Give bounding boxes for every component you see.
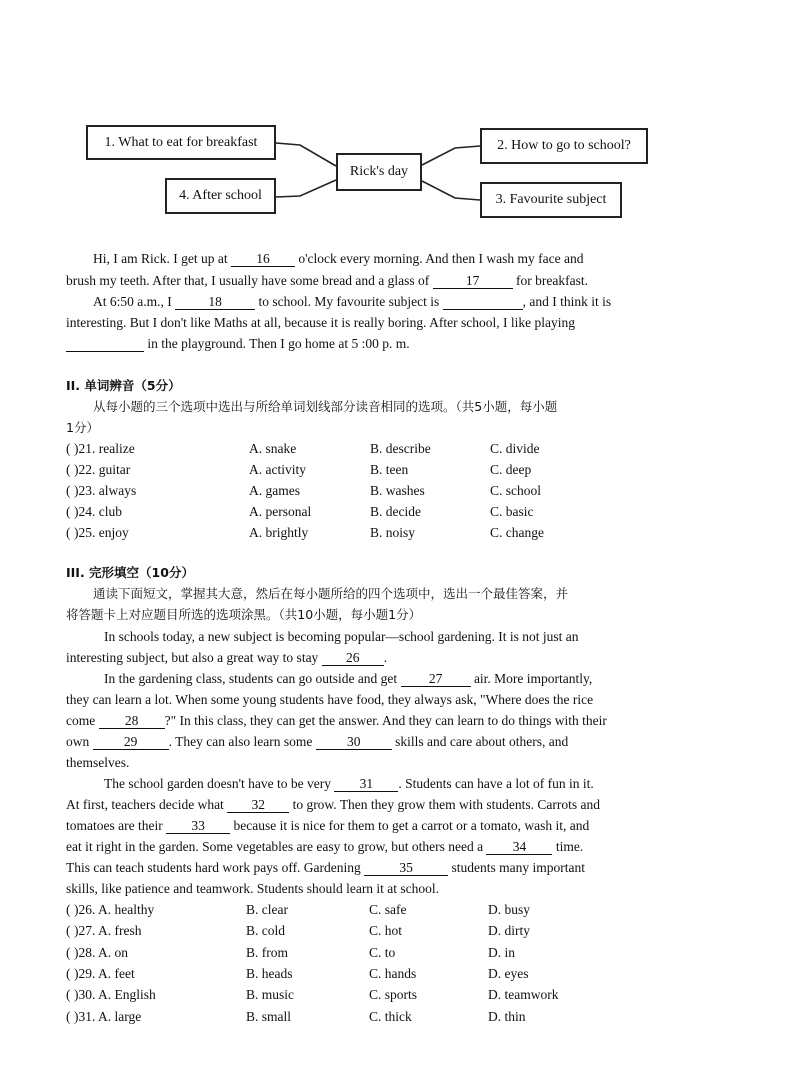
cloze-line3: In the gardening class, students can go outside and get 27 air. More importantly, bbox=[104, 671, 593, 686]
blank-32[interactable]: 32 bbox=[227, 797, 289, 813]
cloze-line7: themselves. bbox=[66, 755, 130, 770]
option-d[interactable]: D. busy bbox=[488, 902, 531, 917]
passage1-line4: interesting. But I don't like Maths at all, because it is really boring. After school, I like playing bbox=[66, 315, 575, 330]
option-a[interactable]: A. brightly bbox=[249, 525, 309, 540]
cloze-line10: tomatoes are their 33 because it is nice for them to get a carrot or a tomato, wash it, and bbox=[66, 818, 590, 833]
question-option-a[interactable]: )26. A. healthy bbox=[74, 902, 155, 917]
blank-31[interactable]: 31 bbox=[334, 776, 398, 792]
question-option-a[interactable]: )30. A. English bbox=[74, 987, 156, 1003]
option-b[interactable]: B. describe bbox=[370, 441, 431, 456]
cloze-line1: In schools today, a new subject is becoming popular—school gardening. It is not just an bbox=[104, 629, 579, 644]
option-b[interactable]: B. clear bbox=[246, 902, 288, 917]
cloze-line4: they can learn a lot. When some young students have food, they always ask, "Where does the rice bbox=[66, 692, 594, 707]
passage1-line3: At 6:50 a.m., I 18 to school. My favourite subject is , and I think it is bbox=[93, 294, 612, 309]
cloze-line12: This can teach students hard work pays off. Gardening 35 students many important bbox=[66, 860, 586, 875]
answer-bracket[interactable]: ( bbox=[66, 944, 71, 960]
mindmap-box-breakfast: 1. What to eat for breakfast bbox=[86, 125, 276, 160]
option-c[interactable]: C. deep bbox=[490, 462, 532, 477]
option-c[interactable]: C. safe bbox=[369, 902, 407, 917]
option-c[interactable]: C. basic bbox=[490, 504, 534, 519]
blank-16[interactable]: 16 bbox=[231, 251, 295, 267]
section3-title: III. 完形填空（10分） bbox=[66, 565, 194, 580]
option-c[interactable]: C. thick bbox=[369, 1008, 412, 1024]
question-option-a[interactable]: )31. A. large bbox=[74, 1008, 142, 1024]
option-c[interactable]: C. change bbox=[490, 525, 544, 540]
option-b[interactable]: B. music bbox=[246, 987, 295, 1003]
blank-30[interactable]: 30 bbox=[316, 734, 392, 750]
cloze-line9: At first, teachers decide what 32 to grow. Then they grow them with students. Carrots and bbox=[66, 797, 601, 812]
option-b[interactable]: B. from bbox=[246, 944, 288, 960]
option-c[interactable]: C. hands bbox=[369, 965, 417, 981]
blank-33[interactable]: 33 bbox=[166, 818, 230, 834]
question-word: )25. enjoy bbox=[74, 525, 129, 540]
question-option-a[interactable]: )28. A. on bbox=[74, 944, 128, 960]
question-option-a[interactable]: )27. A. fresh bbox=[74, 923, 142, 939]
mindmap-box-after-school: 4. After school bbox=[165, 178, 276, 214]
blank-17[interactable]: 17 bbox=[433, 273, 513, 289]
cloze-line5: come 28 ?" In this class, they can get the answer. And they can learn to do things with their bbox=[66, 713, 607, 728]
option-b[interactable]: B. cold bbox=[246, 923, 285, 939]
option-d[interactable]: D. dirty bbox=[488, 923, 530, 939]
option-a[interactable]: A. personal bbox=[249, 504, 312, 519]
option-a[interactable]: A. snake bbox=[249, 441, 297, 456]
mindmap-box-favourite-subject: 3. Favourite subject bbox=[480, 182, 622, 218]
mindmap-connectors bbox=[0, 0, 794, 240]
answer-bracket[interactable]: ( bbox=[66, 965, 71, 981]
answer-bracket[interactable]: ( bbox=[66, 902, 71, 917]
blank-27[interactable]: 27 bbox=[401, 671, 471, 687]
blank-20[interactable] bbox=[66, 336, 144, 352]
option-a[interactable]: A. activity bbox=[249, 462, 306, 477]
question-option-a[interactable]: )29. A. feet bbox=[74, 965, 135, 981]
mindmap-box-go-to-school: 2. How to go to school? bbox=[480, 128, 648, 164]
cloze-line2: interesting subject, but also a great way to stay 26 . bbox=[66, 650, 388, 665]
cloze-line6: own 29 . They can also learn some 30 skills and care about others, and bbox=[66, 734, 569, 749]
option-c[interactable]: C. school bbox=[490, 483, 542, 498]
answer-bracket[interactable]: ( bbox=[66, 987, 71, 1003]
question-word: )22. guitar bbox=[74, 462, 131, 477]
section2-title: II. 单词辨音（5分） bbox=[66, 378, 181, 393]
option-b[interactable]: B. washes bbox=[370, 483, 425, 498]
section2-instructions-2: 1分） bbox=[66, 420, 99, 435]
option-d[interactable]: D. in bbox=[488, 944, 515, 960]
question-word: )23. always bbox=[74, 483, 137, 498]
answer-bracket[interactable]: ( bbox=[66, 441, 71, 456]
option-c[interactable]: C. divide bbox=[490, 441, 540, 456]
option-c[interactable]: C. to bbox=[369, 944, 396, 960]
cloze-line8: The school garden doesn't have to be very 31 . Students can have a lot of fun in it. bbox=[104, 776, 594, 791]
option-b[interactable]: B. noisy bbox=[370, 525, 416, 540]
option-c[interactable]: C. sports bbox=[369, 987, 418, 1003]
question-word: )24. club bbox=[74, 504, 122, 519]
blank-26[interactable]: 26 bbox=[322, 650, 384, 666]
option-a[interactable]: A. games bbox=[249, 483, 300, 498]
answer-bracket[interactable]: ( bbox=[66, 483, 71, 498]
passage1-line1: Hi, I am Rick. I get up at 16 o'clock every morning. And then I wash my face and bbox=[93, 251, 584, 266]
option-b[interactable]: B. small bbox=[246, 1008, 292, 1024]
option-b[interactable]: B. heads bbox=[246, 965, 293, 981]
answer-bracket[interactable]: ( bbox=[66, 462, 71, 477]
answer-bracket[interactable]: ( bbox=[66, 1008, 71, 1024]
blank-29[interactable]: 29 bbox=[93, 734, 169, 750]
blank-18[interactable]: 18 bbox=[175, 294, 255, 310]
answer-bracket[interactable]: ( bbox=[66, 923, 71, 939]
blank-28[interactable]: 28 bbox=[99, 713, 165, 729]
cloze-line13: skills, like patience and teamwork. Students should learn it at school. bbox=[66, 881, 440, 896]
option-d[interactable]: D. eyes bbox=[488, 965, 529, 981]
question-word: )21. realize bbox=[74, 441, 135, 456]
option-c[interactable]: C. hot bbox=[369, 923, 403, 939]
option-d[interactable]: D. thin bbox=[488, 1008, 526, 1024]
passage1-line5: in the playground. Then I go home at 5 :00 p. m. bbox=[66, 333, 676, 354]
cloze-line11: eat it right in the garden. Some vegetables are easy to grow, but others need a 34 time. bbox=[66, 839, 584, 854]
option-d[interactable]: D. teamwork bbox=[488, 987, 559, 1003]
passage1-line2: brush my teeth. After that, I usually have some bread and a glass of 17 for breakfast. bbox=[66, 273, 588, 288]
answer-bracket[interactable]: ( bbox=[66, 525, 71, 540]
answer-bracket[interactable]: ( bbox=[66, 504, 71, 519]
blank-34[interactable]: 34 bbox=[486, 839, 552, 855]
mindmap-center: Rick's day bbox=[336, 153, 422, 191]
blank-35[interactable]: 35 bbox=[364, 860, 448, 876]
section3-instructions-2: 将答题卡上对应题目所选的选项涂黑。（共10小题，每小题1分） bbox=[66, 607, 422, 622]
option-b[interactable]: B. teen bbox=[370, 462, 409, 477]
option-b[interactable]: B. decide bbox=[370, 504, 421, 519]
section3-instructions-1: 通读下面短文，掌握其大意，然后在每小题所给的四个选项中，选出一个最佳答案，并 bbox=[93, 586, 569, 601]
blank-19[interactable] bbox=[443, 294, 523, 310]
section2-instructions-1: 从每小题的三个选项中选出与所给单词划线部分读音相同的选项。（共5小题，每小题 bbox=[93, 399, 558, 414]
